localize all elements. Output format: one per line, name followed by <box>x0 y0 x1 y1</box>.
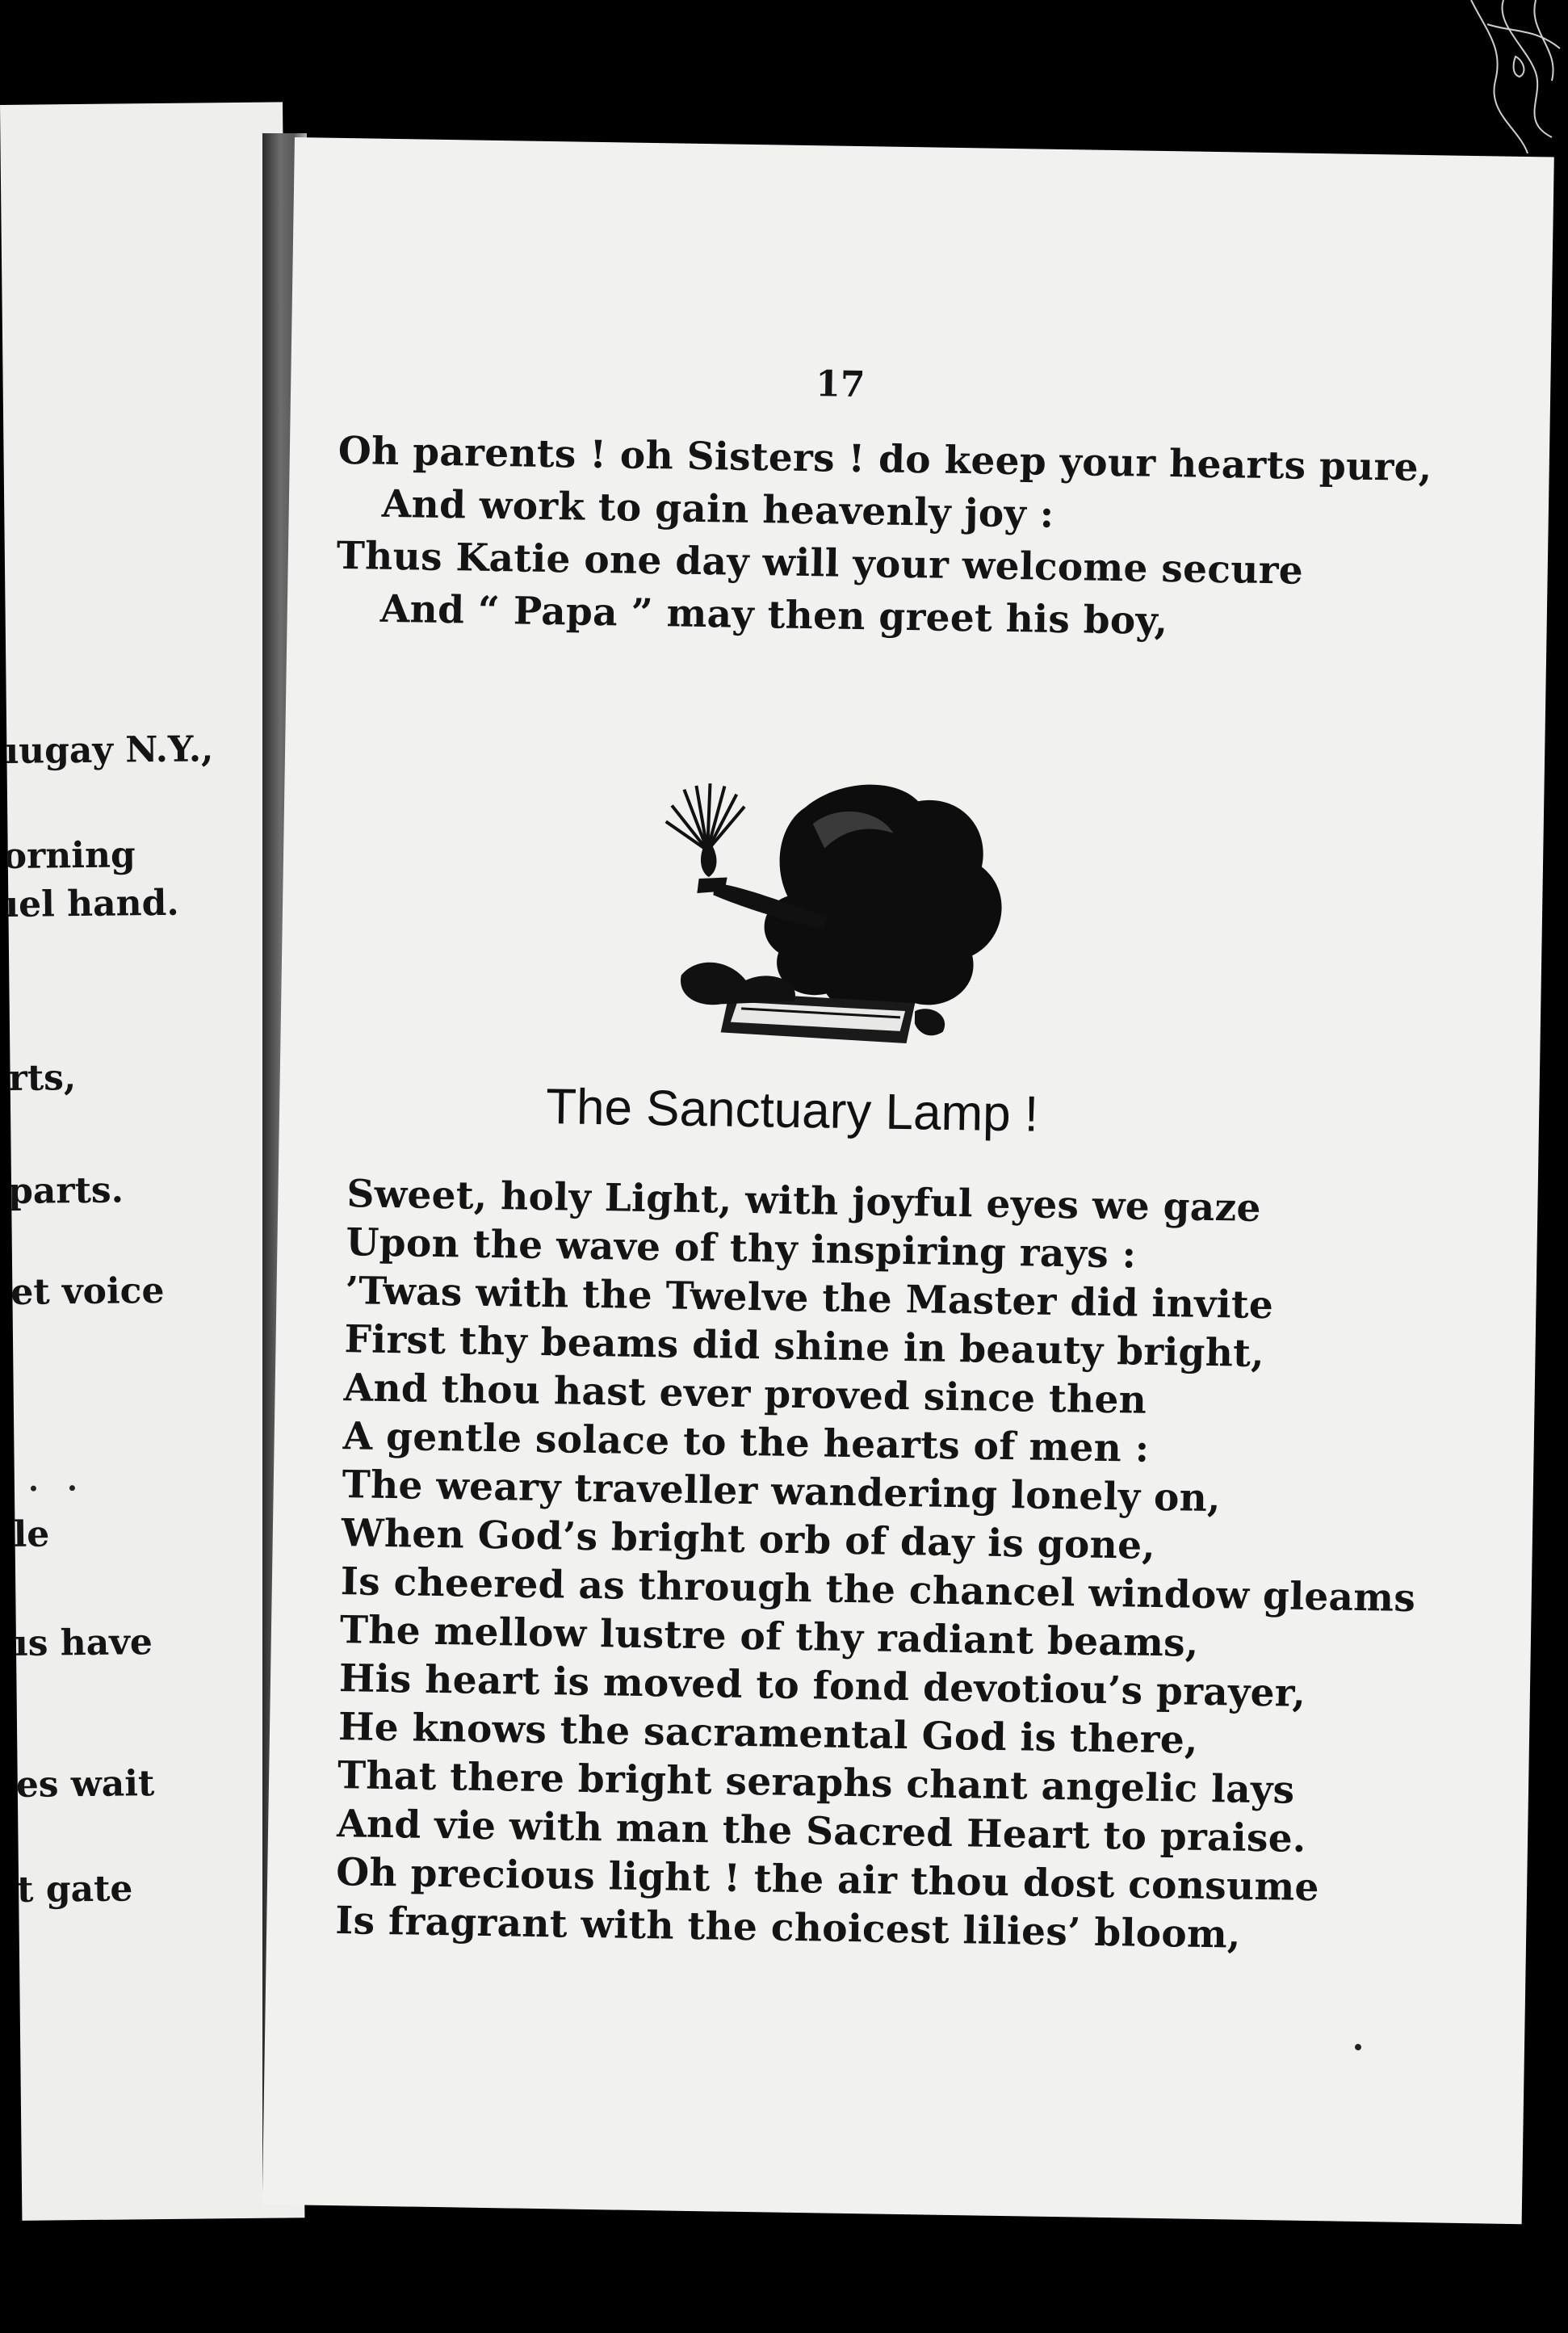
poem-line: A gentle solace to the hearts of men : <box>342 1414 1150 1471</box>
left-page-line: parts. <box>7 1169 124 1212</box>
stanza-line: Thus Katie one day will your welcome secure <box>336 533 1304 594</box>
poem-line: Oh precious light ! the air thou dost consume <box>335 1850 1320 1911</box>
frayed-corner-fibers <box>1439 0 1568 153</box>
poem-line: The mellow lustre of thy radiant beams, <box>339 1608 1200 1666</box>
book-page <box>262 137 1554 2224</box>
ink-dot <box>31 1486 36 1492</box>
ink-speck <box>1355 2044 1361 2050</box>
left-page-line: rts, <box>8 1057 77 1099</box>
poem-line: That there bright seraphs chant angelic lays <box>337 1753 1295 1813</box>
sanctuary-lamp-illustration <box>648 773 1024 1069</box>
left-page-line: orning <box>2 834 136 878</box>
ink-dot <box>69 1485 75 1491</box>
lamp-rays-icon <box>665 783 744 851</box>
poem-line: The weary traveller wandering lonely on, <box>342 1462 1222 1521</box>
poem-title: The Sanctuary Lamp ! <box>545 1079 1039 1143</box>
stanza-line: And “ Papa ” may then greet his boy, <box>379 586 1168 644</box>
left-page-line: t gate <box>16 1868 133 1911</box>
left-page-line: ıel hand. <box>5 882 179 925</box>
poem-line: And thou hast ever proved since then <box>343 1366 1147 1423</box>
stanza-line: And work to gain heavenly joy : <box>381 481 1054 537</box>
poem-line: First thy beams did shine in beauty bright, <box>344 1317 1265 1377</box>
stanza-line: Oh parents ! oh Sisters ! do keep your hearts pure, <box>337 428 1432 491</box>
poem-line: Is cheered as through the chancel window gleams <box>340 1559 1416 1622</box>
poem-line: Is fragrant with the choicest lilies’ bloom, <box>334 1899 1242 1957</box>
poem-line: He knows the sacramental God is there, <box>337 1705 1199 1763</box>
left-page-line: ıs have <box>14 1622 153 1664</box>
left-facing-page <box>0 102 304 2221</box>
page-number: 17 <box>815 363 866 406</box>
left-page-line: le <box>13 1513 50 1555</box>
poem-line: His heart is moved to fond devotiou’s prayer, <box>338 1656 1306 1716</box>
poem-line: ’Twas with the Twelve the Master did invite <box>345 1269 1274 1328</box>
left-page-line: es wait <box>15 1763 155 1806</box>
poem-line: And vie with man the Sacred Heart to praise. <box>336 1802 1306 1861</box>
poem-line: Upon the wave of thy inspiring rays : <box>346 1220 1137 1278</box>
poem-line: When God’s bright orb of day is gone, <box>341 1511 1156 1568</box>
left-page-line: ıugay N.Y., <box>5 728 214 772</box>
left-page-line: et voice <box>10 1269 165 1313</box>
poem-line: Sweet, holy Light, with joyful eyes we gaze <box>346 1172 1262 1231</box>
